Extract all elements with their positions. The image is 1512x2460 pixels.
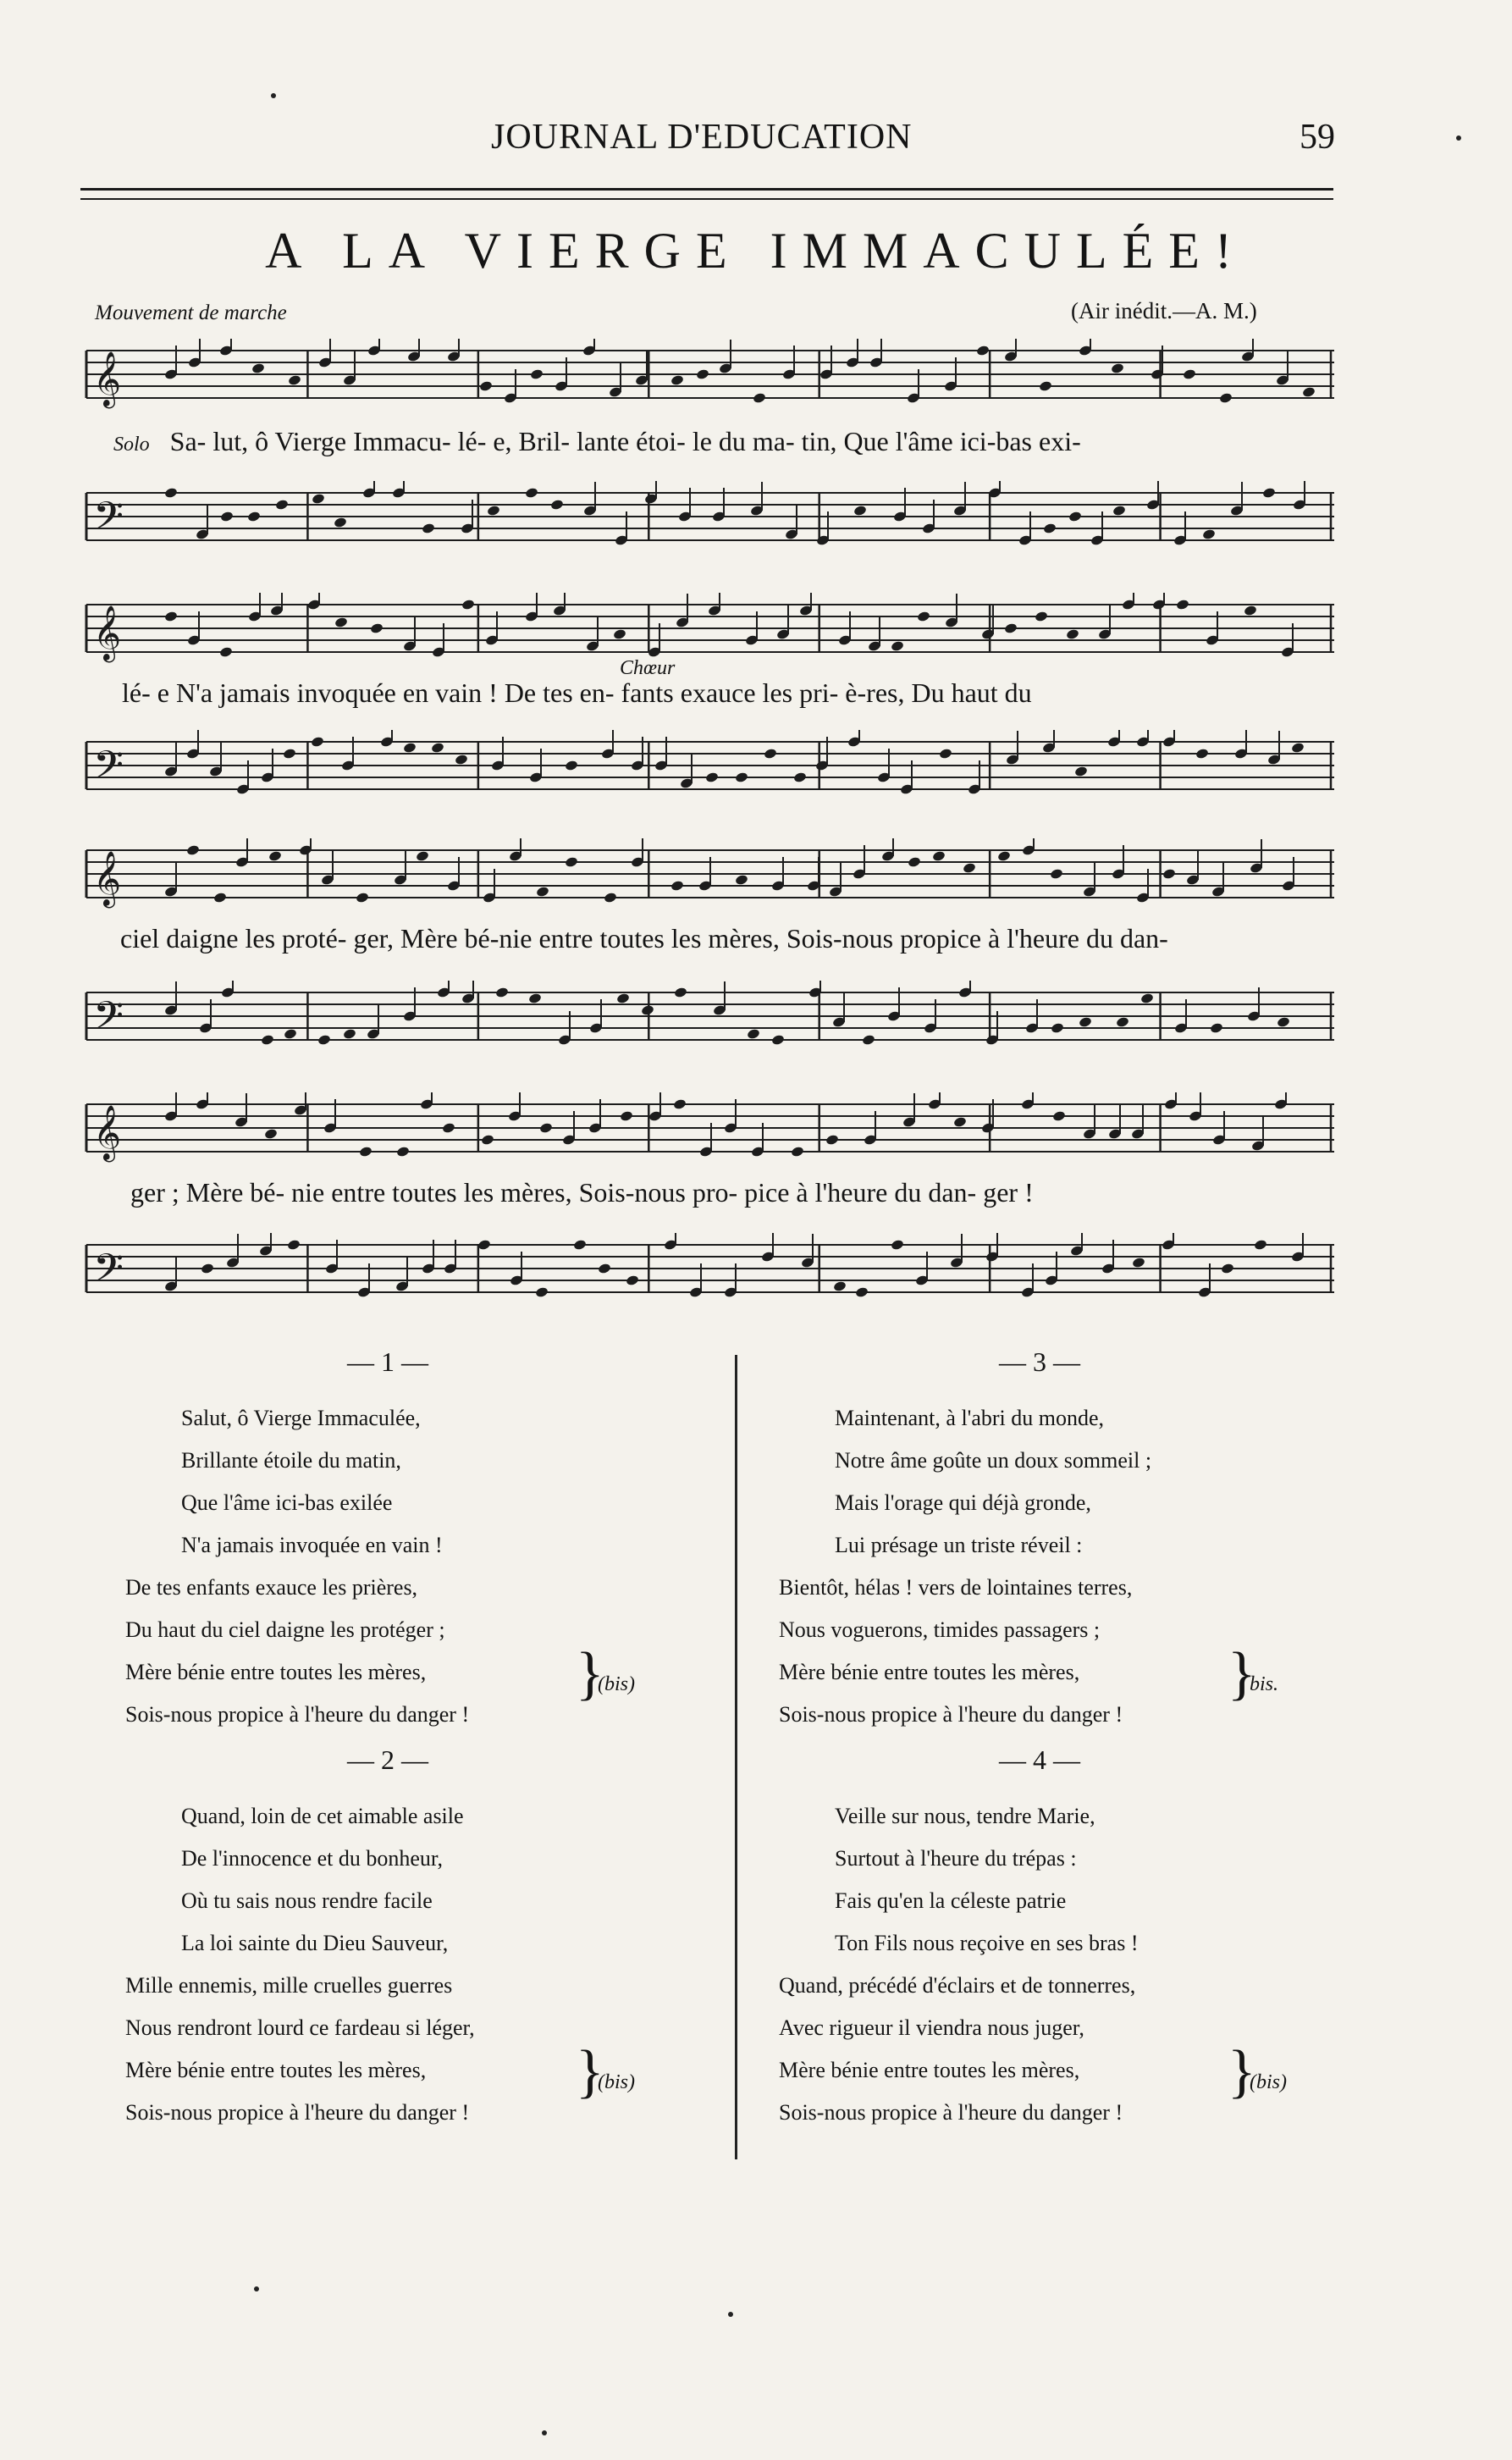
music-system-3 bbox=[78, 838, 1339, 1059]
notehead bbox=[1039, 380, 1053, 392]
notehead bbox=[604, 892, 618, 904]
notehead bbox=[1176, 599, 1190, 611]
tempo-marking: Mouvement de marche bbox=[95, 301, 287, 324]
verse-line: De l'innocence et du bonheur, bbox=[181, 1846, 444, 1871]
print-speck bbox=[728, 2312, 733, 2317]
notehead bbox=[735, 771, 749, 783]
notehead bbox=[287, 1239, 301, 1251]
notehead bbox=[334, 616, 349, 628]
choeur-label: Chœur bbox=[620, 657, 676, 679]
notehead bbox=[495, 987, 510, 998]
notehead bbox=[317, 1034, 332, 1046]
notehead bbox=[461, 599, 476, 611]
notehead bbox=[1244, 605, 1258, 616]
verse-line: Lui présage un triste réveil : bbox=[835, 1533, 1083, 1557]
notehead bbox=[1291, 742, 1305, 754]
running-head bbox=[0, 117, 1512, 168]
verse-line: Nous rendront lourd ce fardeau si léger, bbox=[125, 2015, 475, 2040]
clef-glyph: 𝄞 bbox=[93, 1105, 122, 1160]
print-speck bbox=[254, 2286, 259, 2291]
verse-line: Maintenant, à l'abri du monde, bbox=[835, 1406, 1105, 1430]
solo-label: Solo bbox=[113, 434, 150, 456]
verse-line: Notre âme goûte un doux sommeil ; bbox=[835, 1448, 1152, 1473]
verse-1-number: — 1 — bbox=[347, 1346, 428, 1377]
notehead bbox=[213, 892, 228, 904]
notehead bbox=[275, 499, 290, 511]
notehead bbox=[343, 1028, 357, 1040]
notehead bbox=[793, 771, 808, 783]
verse-2 bbox=[125, 1795, 475, 2134]
brace-glyph: } bbox=[576, 1641, 604, 1706]
bis-label: (bis) bbox=[598, 2071, 635, 2093]
notehead bbox=[613, 628, 627, 640]
clef-glyph: 𝄢 bbox=[93, 993, 124, 1048]
verse-line: Quand, loin de cet aimable asile bbox=[181, 1804, 464, 1828]
notehead bbox=[1068, 511, 1083, 522]
clef-glyph: 𝄞 bbox=[93, 351, 122, 406]
bass-staff bbox=[78, 481, 1339, 554]
notehead bbox=[312, 493, 326, 505]
notehead bbox=[616, 992, 631, 1004]
notehead bbox=[1302, 386, 1316, 398]
notehead bbox=[535, 1286, 549, 1298]
brace-glyph: } bbox=[576, 2039, 604, 2104]
notehead bbox=[1162, 868, 1177, 880]
notehead bbox=[396, 1146, 411, 1158]
notehead bbox=[705, 771, 720, 783]
verse-line: Mère bénie entre toutes les mères, bbox=[779, 1660, 1080, 1684]
notehead bbox=[764, 748, 778, 760]
lyrics-text: ger ; Mère bé- nie entre toutes les mères, Sois-nous pro- pice à l'heure du dan- ger ! bbox=[130, 1177, 1034, 1208]
notehead bbox=[1132, 1257, 1146, 1269]
verse-line: Veille sur nous, tendre Marie, bbox=[835, 1804, 1095, 1828]
staff-svg bbox=[78, 730, 1339, 803]
notehead bbox=[284, 1028, 298, 1040]
notehead bbox=[479, 380, 494, 392]
notehead bbox=[670, 880, 685, 892]
music-system-2 bbox=[78, 593, 1339, 813]
notehead bbox=[359, 1146, 373, 1158]
notehead bbox=[186, 844, 201, 856]
clef-glyph: 𝄢 bbox=[93, 1246, 124, 1301]
verse-line: Sois-nous propice à l'heure du danger ! bbox=[779, 1702, 1123, 1727]
notehead bbox=[1066, 628, 1080, 640]
verse-line: Mais l'orage qui déjà gronde, bbox=[835, 1490, 1091, 1515]
notehead bbox=[247, 511, 262, 522]
notehead bbox=[1219, 392, 1233, 404]
clef-glyph: 𝄞 bbox=[93, 851, 122, 906]
notehead bbox=[670, 374, 685, 386]
notehead bbox=[1140, 992, 1155, 1004]
verse-line: De tes enfants exauce les prières, bbox=[125, 1575, 418, 1600]
notehead bbox=[550, 499, 565, 511]
bass-staff bbox=[78, 1233, 1339, 1306]
notehead bbox=[771, 1034, 786, 1046]
notehead bbox=[1116, 1016, 1130, 1028]
notehead bbox=[674, 987, 688, 998]
notehead bbox=[565, 760, 579, 771]
verse-line: Mère bénie entre toutes les mères, bbox=[125, 2058, 427, 2082]
verse-line: Quand, précédé d'éclairs et de tonnerres, bbox=[779, 1973, 1136, 1998]
notehead bbox=[1004, 622, 1018, 634]
verse-line: Où tu sais nous rendre facile bbox=[181, 1888, 433, 1913]
staff-svg bbox=[78, 481, 1339, 554]
notehead bbox=[997, 850, 1012, 862]
notehead bbox=[261, 1034, 275, 1046]
verse-4 bbox=[779, 1795, 1139, 2134]
verse-line: Nous voguerons, timides passagers ; bbox=[779, 1617, 1101, 1642]
notehead bbox=[953, 1116, 968, 1128]
notehead bbox=[696, 368, 710, 380]
notehead bbox=[164, 487, 179, 499]
lyrics-text: ciel daigne les proté- ger, Mère bé-nie entre toutes les mères, Sois-nous propice à l'heure du dan- bbox=[120, 923, 1168, 954]
notehead bbox=[833, 1280, 847, 1292]
notehead bbox=[626, 1274, 640, 1286]
music-system-1 bbox=[78, 339, 1339, 559]
notehead bbox=[908, 856, 922, 868]
notehead bbox=[976, 345, 991, 357]
staff-svg bbox=[78, 1233, 1339, 1306]
verse-line: Sois-nous propice à l'heure du danger ! bbox=[125, 2100, 470, 2125]
verse-3-number: — 3 — bbox=[999, 1346, 1080, 1377]
notehead bbox=[220, 511, 235, 522]
notehead bbox=[891, 1239, 905, 1251]
verse-line: Sois-nous propice à l'heure du danger ! bbox=[125, 1702, 470, 1727]
notehead bbox=[251, 362, 266, 374]
notehead bbox=[825, 1134, 840, 1146]
lyrics-text: Sa- lut, ô Vierge Immacu- lé- e, Bril- lante étoi- le du ma- tin, Que l'âme ici-bas exi- bbox=[169, 426, 1081, 456]
verse-line: Fais qu'en la céleste patrie bbox=[835, 1888, 1067, 1913]
header-rule-bottom bbox=[80, 198, 1333, 200]
notehead bbox=[536, 886, 550, 898]
print-speck bbox=[542, 2430, 547, 2435]
treble-staff bbox=[78, 838, 1339, 911]
brace-glyph: } bbox=[1228, 1641, 1256, 1706]
verse-1 bbox=[125, 1397, 469, 1736]
verse-line: Salut, ô Vierge Immaculée, bbox=[181, 1406, 421, 1430]
header-rule-top bbox=[80, 188, 1333, 191]
notehead bbox=[853, 505, 868, 517]
notehead bbox=[963, 862, 977, 874]
verse-line: Du haut du ciel daigne les protéger ; bbox=[125, 1617, 445, 1642]
notehead bbox=[939, 748, 953, 760]
staff-svg bbox=[78, 981, 1339, 1053]
notehead bbox=[932, 850, 946, 862]
bass-staff bbox=[78, 730, 1339, 803]
notehead bbox=[862, 1034, 876, 1046]
bis-label: (bis) bbox=[598, 1673, 635, 1695]
notehead bbox=[855, 1286, 869, 1298]
notehead bbox=[442, 1122, 456, 1134]
notehead bbox=[1050, 868, 1064, 880]
notehead bbox=[1074, 766, 1089, 777]
notehead bbox=[311, 736, 325, 748]
notehead bbox=[416, 850, 430, 862]
notehead bbox=[539, 1122, 554, 1134]
notehead bbox=[288, 374, 302, 386]
journal-title: JOURNAL D'EDUCATION bbox=[491, 118, 913, 157]
staff-svg bbox=[78, 593, 1339, 666]
notehead bbox=[264, 1128, 279, 1140]
notehead bbox=[431, 742, 445, 754]
notehead bbox=[403, 742, 417, 754]
notehead bbox=[747, 1028, 761, 1040]
verse-line: Mère bénie entre toutes les mères, bbox=[779, 2058, 1080, 2082]
notehead bbox=[1111, 362, 1125, 374]
verse-line: N'a jamais invoquée en vain ! bbox=[181, 1533, 443, 1557]
notehead bbox=[481, 1134, 495, 1146]
staff-svg bbox=[78, 1092, 1339, 1165]
clef-glyph: 𝄢 bbox=[93, 494, 124, 549]
notehead bbox=[283, 748, 297, 760]
verse-line: Surtout à l'heure du trépas : bbox=[835, 1846, 1077, 1871]
notehead bbox=[1221, 1263, 1235, 1274]
notehead bbox=[753, 392, 767, 404]
notehead bbox=[673, 1098, 687, 1110]
notehead bbox=[201, 1263, 215, 1274]
notehead bbox=[917, 611, 931, 622]
staff-svg bbox=[78, 838, 1339, 911]
notehead bbox=[1052, 1110, 1067, 1122]
notehead bbox=[1183, 368, 1197, 380]
bis-label: bis. bbox=[1250, 1673, 1279, 1695]
notehead bbox=[1195, 748, 1210, 760]
print-speck bbox=[1456, 135, 1461, 141]
notehead bbox=[1210, 1022, 1224, 1034]
column-divider bbox=[735, 1355, 737, 2159]
bass-staff bbox=[78, 981, 1339, 1053]
verse-4-number: — 4 — bbox=[999, 1744, 1080, 1775]
lyrics-line bbox=[113, 426, 1081, 457]
verse-line: Mille ennemis, mille cruelles guerres bbox=[125, 1973, 453, 1998]
verse-line: Ton Fils nous reçoive en ses bras ! bbox=[835, 1931, 1139, 1955]
notehead bbox=[268, 850, 283, 862]
clef-glyph: 𝄢 bbox=[93, 743, 124, 798]
notehead bbox=[620, 1110, 634, 1122]
notehead bbox=[525, 487, 539, 499]
treble-staff bbox=[78, 1092, 1339, 1165]
verse-2-number: — 2 — bbox=[347, 1744, 428, 1775]
notehead bbox=[487, 505, 501, 517]
notehead bbox=[1112, 505, 1127, 517]
verse-line: Avec rigueur il viendra nous juger, bbox=[779, 2015, 1084, 2040]
verse-3 bbox=[779, 1397, 1151, 1736]
notehead bbox=[573, 1239, 588, 1251]
clef-glyph: 𝄞 bbox=[93, 605, 122, 661]
notehead bbox=[1043, 522, 1057, 534]
notehead bbox=[455, 754, 469, 766]
notehead bbox=[219, 646, 234, 658]
bis-label: (bis) bbox=[1250, 2071, 1287, 2093]
notehead bbox=[735, 874, 749, 886]
verse-line: Que l'âme ici-bas exilée bbox=[181, 1490, 393, 1515]
notehead bbox=[1051, 1022, 1065, 1034]
staff-svg bbox=[78, 339, 1339, 412]
notehead bbox=[1254, 1239, 1268, 1251]
notehead bbox=[1277, 1016, 1291, 1028]
notehead bbox=[1035, 611, 1049, 622]
treble-staff bbox=[78, 593, 1339, 666]
notehead bbox=[641, 1004, 655, 1016]
notehead bbox=[334, 517, 348, 528]
song-title: A LA VIERGE IMMACULÉE! bbox=[265, 223, 1247, 279]
notehead bbox=[791, 1146, 805, 1158]
verse-line: Brillante étoile du matin, bbox=[181, 1448, 401, 1473]
notehead bbox=[891, 640, 905, 652]
notehead bbox=[1202, 528, 1217, 540]
notehead bbox=[1262, 487, 1277, 499]
verse-line: La loi sainte du Dieu Sauveur, bbox=[181, 1931, 449, 1955]
notehead bbox=[1079, 1016, 1093, 1028]
verse-line: Sois-nous propice à l'heure du danger ! bbox=[779, 2100, 1123, 2125]
notehead bbox=[164, 611, 179, 622]
notehead bbox=[356, 892, 370, 904]
verse-line: Bientôt, hélas ! vers de lointaines terres, bbox=[779, 1575, 1133, 1600]
treble-staff bbox=[78, 339, 1339, 412]
lyrics-text: lé- e N'a jamais invoquée en vain ! De tes en- fants exauce les pri- è-res, Du haut du bbox=[122, 677, 1032, 708]
air-credit: (Air inédit.—A. M.) bbox=[1071, 298, 1257, 323]
notehead bbox=[370, 622, 384, 634]
brace-glyph: } bbox=[1228, 2039, 1256, 2104]
notehead bbox=[530, 368, 544, 380]
notehead bbox=[422, 522, 436, 534]
print-speck bbox=[271, 93, 276, 98]
page-number: 59 bbox=[1300, 118, 1335, 157]
verse-line: Mère bénie entre toutes les mères, bbox=[125, 1660, 427, 1684]
music-system-4 bbox=[78, 1092, 1339, 1313]
notehead bbox=[477, 1239, 492, 1251]
notehead bbox=[598, 1263, 612, 1274]
notehead bbox=[565, 856, 579, 868]
notehead bbox=[528, 992, 543, 1004]
